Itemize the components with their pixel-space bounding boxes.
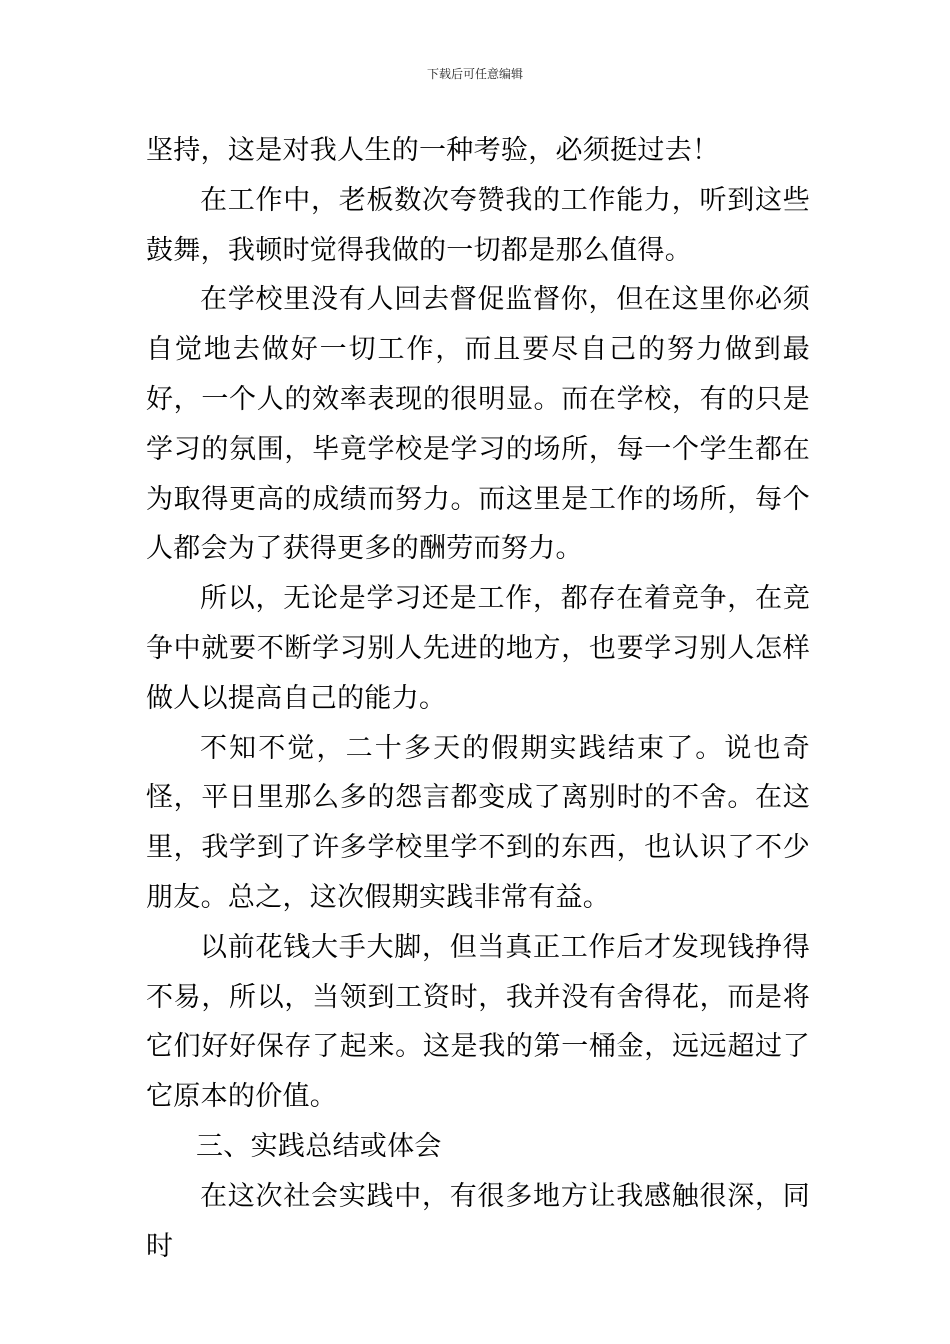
paragraph-6: 以前花钱大手大脚，但当真正工作后才发现钱挣得不易，所以，当领到工资时，我并没有舍得花，而是将它们好好保存了起来。这是我的第一桶金，远远超过了它原本的价值。 <box>146 931 810 1113</box>
paragraph-3: 在学校里没有人回去督促监督你，但在这里你必须自觉地去做好一切工作，而且要尽自己的努力做到最好，一个人的效率表现的很明显。而在学校，有的只是学习的氛围，毕竟学校是学习的场所，每一个学生都在为取得更高的成绩而努力。而这里是工作的场所，每个人都会为了获得更多的酬劳而努力。 <box>146 284 810 565</box>
paragraph-7: 在这次社会实践中，有很多地方让我感触很深，同时 <box>146 1180 810 1262</box>
document-body <box>146 126 810 1271</box>
paragraph-5: 不知不觉，二十多天的假期实践结束了。说也奇怪，平日里那么多的怨言都变成了离别时的不舍。在这里，我学到了许多学校里学不到的东西，也认识了不少朋友。总之，这次假期实践非常有益。 <box>146 732 810 913</box>
paragraph-4: 所以，无论是学习还是工作，都存在着竞争，在竞争中就要不断学习别人先进的地方，也要学习别人怎样做人以提高自己的能力。 <box>146 583 810 714</box>
page-header: 下载后可任意编辑 <box>426 67 523 81</box>
paragraph-2: 在工作中，老板数次夸赞我的工作能力，听到这些鼓舞，我顿时觉得我做的一切都是那么值得。 <box>146 184 810 266</box>
section-heading: 三、实践总结或体会 <box>196 1130 442 1162</box>
paragraph-1: 坚持，这是对我人生的一种考验，必须挺过去！ <box>146 135 720 166</box>
